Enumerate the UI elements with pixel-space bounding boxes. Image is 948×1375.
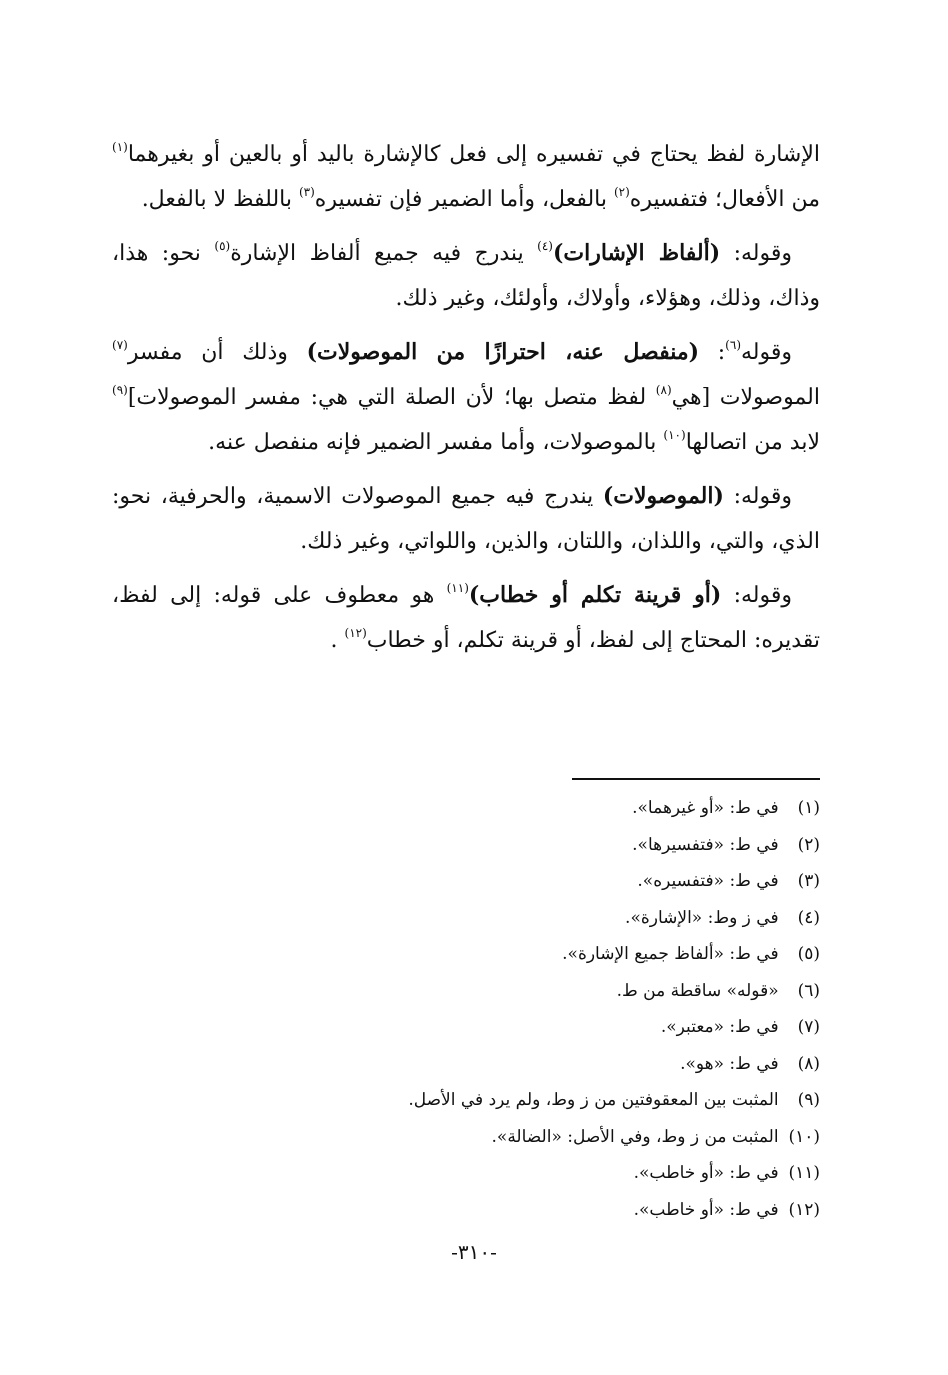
footnote-9 xyxy=(112,1082,820,1119)
paragraph-4: وقوله: (الموصولات) يندرج فيه جميع الموصولات الاسمية، والحرفية، نحو: الذي، والتي، واللذان، واللتان، والذين، واللواتي، وغير ذلك. xyxy=(112,483,820,554)
footnote-6 xyxy=(112,973,820,1010)
quoted-term: (ألفاظ الإشارات) xyxy=(552,240,721,266)
footnote-number: (٧) xyxy=(797,1017,820,1037)
footnote-text: المثبت من ز وط، وفي الأصل: «الضالة». xyxy=(491,1126,779,1147)
page-number: -٣١٠- xyxy=(451,1240,497,1264)
footnote-number: (١) xyxy=(797,798,820,818)
footnote-text: في ط: «فتفسيره». xyxy=(637,871,779,891)
footnote-text: في ط: «ألفاظ جميع الإشارة». xyxy=(562,944,779,964)
footnote-ref-1: (١) xyxy=(112,140,128,154)
footnote-text: في ط: «أو خاطب». xyxy=(633,1163,779,1183)
footnote-4 xyxy=(112,900,820,937)
footnote-number: (٥) xyxy=(797,944,820,964)
footnote-ref-7: (٧) xyxy=(112,338,128,352)
footnote-text: في ط: «هو». xyxy=(680,1053,779,1074)
footnote-ref-8: (٨) xyxy=(655,383,672,397)
footnote-ref-6: (٦) xyxy=(725,338,741,352)
paragraph-3: وقوله$^{(٦)}$: (منفصل عنه، احترازًا من الموصولات) وذلك أن مفسر$^{(٧)}$ الموصولات [هي$^{(٨)}$ لفظ متصل بها؛ لأن الصلة التي هي: مفسر الموصولات]$^{(٩)}$ لابد من اتصالها$^{(١٠)}$ بالموصولات، وأما مفسر الضمير فإنه منفصل عنه. xyxy=(112,338,820,455)
footnote-10 xyxy=(112,1119,820,1156)
paragraph-5: وقوله: (أو قرينة تكلم أو خطاب)$^{(١١)}$ هو معطوف على قوله: إلى لفظ، تقديره: المحتاج إلى لفظ، أو قرينة تكلم، أو خطاب$^{(١٢)}$ . xyxy=(112,581,820,653)
footnote-3 xyxy=(112,863,820,900)
main-text xyxy=(112,132,820,672)
footnote-11 xyxy=(112,1155,820,1192)
footnote-number: (٤) xyxy=(797,907,820,928)
footnote-8 xyxy=(112,1046,820,1083)
footnote-number: (١١) xyxy=(788,1163,820,1183)
footnote-ref-11: (١١) xyxy=(446,581,469,595)
footnote-7 xyxy=(112,1009,820,1046)
footnote-ref-12: (١٢) xyxy=(344,626,367,640)
footnote-number: (١٠) xyxy=(788,1126,820,1147)
footnote-12 xyxy=(112,1192,820,1229)
paragraph-2: وقوله: (ألفاظ الإشارات)$^{(٤)}$ يندرج فيه جميع ألفاظ الإشارة$^{(٥)}$ نحو: هذا، وذاك، وذلك، وهؤلاء، وأولاك، وأولئك، وغير ذلك. xyxy=(112,239,820,311)
footnote-5 xyxy=(112,936,820,973)
footnote-number: (٣) xyxy=(797,871,820,891)
footnote-ref-3: (٣) xyxy=(298,185,315,199)
footnote-ref-5: (٥) xyxy=(214,239,231,253)
footnote-text: في ز وط: «الإشارة». xyxy=(625,907,779,928)
footnote-1 xyxy=(112,790,820,827)
quoted-term: (الموصولات) xyxy=(602,483,724,509)
footnote-ref-4: (٤) xyxy=(537,239,553,253)
footnote-text: في ط: «أو خاطب». xyxy=(633,1199,779,1220)
footnote-text: «قوله» ساقطة من ط. xyxy=(616,980,779,1001)
paragraph-1: الإشارة لفظ يحتاج في تفسيره إلى فعل كالإشارة باليد أو بالعين أو بغيرهما$^{(١)}$ من الأفعال؛ فتفسيره$^{(٢)}$ بالفعل، وأما الضمير فإن تفسيره$^{(٣)}$ باللفظ لا بالفعل. xyxy=(112,140,820,212)
footnote-number: (١٢) xyxy=(788,1199,820,1220)
footnote-text: المثبت بين المعقوفتين من ز وط، ولم يرد في الأصل. xyxy=(408,1090,779,1110)
footnote-text: في ط: «أو غيرهما». xyxy=(632,798,779,818)
quoted-term: (أو قرينة تكلم أو خطاب) xyxy=(468,582,722,608)
quoted-term: (منفصل عنه، احترازًا من الموصولات) xyxy=(306,339,700,365)
footnote-number: (٩) xyxy=(797,1090,820,1110)
footnote-text: في ط: «فتفسيرها». xyxy=(632,834,779,855)
footnote-ref-10: (١٠) xyxy=(663,428,686,442)
footnote-ref-2: (٢) xyxy=(613,185,630,199)
footnote-number: (٦) xyxy=(797,980,820,1001)
footnote-2 xyxy=(112,827,820,864)
footnote-ref-9: (٩) xyxy=(112,383,128,397)
footnote-text: في ط: «معتبر». xyxy=(660,1017,779,1037)
footnotes-list xyxy=(112,790,820,1228)
footnote-number: (٢) xyxy=(797,834,820,855)
footnote-number: (٨) xyxy=(797,1053,820,1074)
footnote-separator xyxy=(572,778,820,780)
